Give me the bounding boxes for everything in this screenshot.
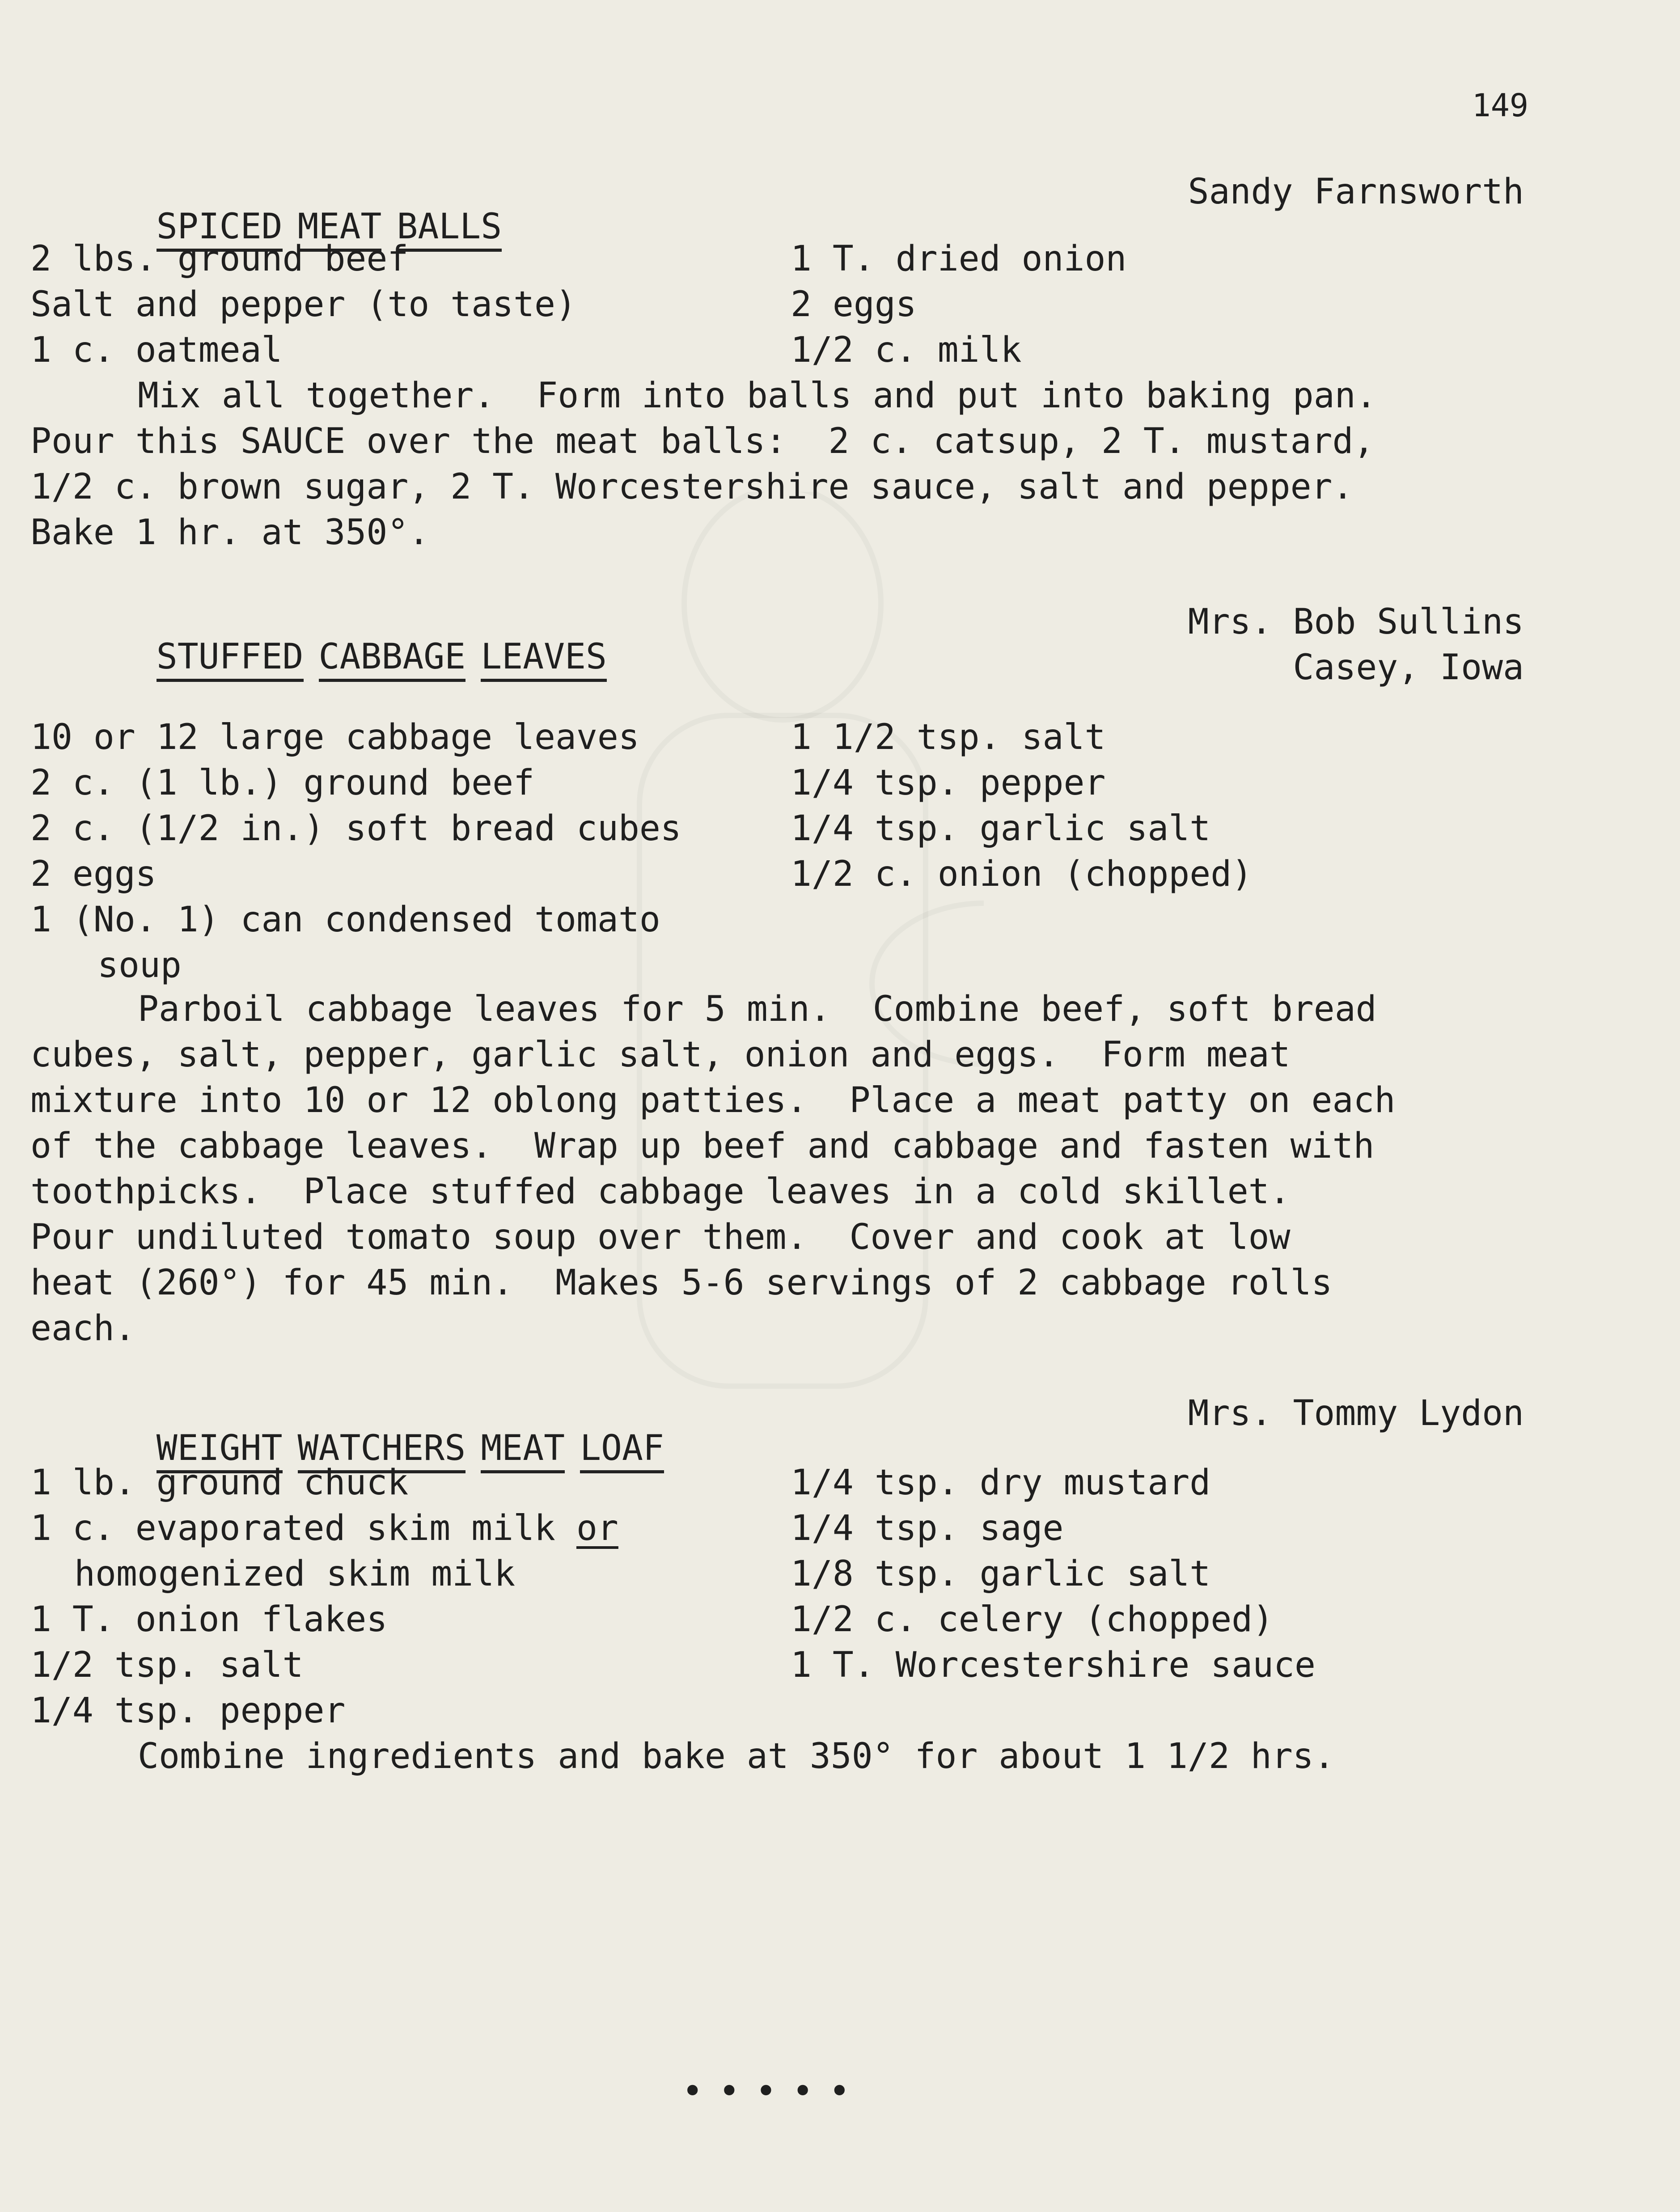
ingredient: 1/2 c. celery (chopped) <box>791 1599 1274 1640</box>
ingredient-text: 1 c. evaporated skim milk <box>30 1508 576 1548</box>
ingredient: 1 c. oatmeal <box>30 330 283 370</box>
contributor-name: Mrs. Tommy Lydon <box>1188 1393 1524 1434</box>
title-word: LEAVES <box>481 639 607 682</box>
ingredient: 1 T. dried onion <box>791 239 1127 279</box>
direction-line: Parboil cabbage leaves for 5 min. Combine beef, soft bread <box>138 989 1377 1029</box>
ingredient: 2 eggs <box>30 854 157 894</box>
direction-line: heat (260°) for 45 min. Makes 5-6 servings of 2 cabbage rolls <box>30 1263 1333 1303</box>
ingredient: 10 or 12 large cabbage leaves <box>30 717 639 757</box>
direction-line: Mix all together. Form into balls and put into baking pan. <box>138 376 1377 416</box>
title-word: MEAT <box>481 1431 565 1473</box>
recipe-weight-watchers-meat-loaf <box>30 1393 1524 1798</box>
direction-line: Combine ingredients and bake at 350° for about 1 1/2 hrs. <box>138 1736 1335 1776</box>
recipe-title <box>30 605 622 717</box>
ingredient: 1/8 tsp. garlic salt <box>791 1554 1211 1594</box>
footer-ornament: ••••• <box>681 2070 866 2112</box>
title-word: STUFFED <box>157 639 304 682</box>
ingredient: 1/2 c. onion (chopped) <box>791 854 1253 894</box>
title-word: BALLS <box>397 209 502 252</box>
ingredient: 1 1/2 tsp. salt <box>791 717 1106 757</box>
ingredient: 1/2 c. milk <box>791 330 1022 370</box>
title-word: WEIGHT <box>157 1431 283 1473</box>
direction-line: Bake 1 hr. at 350°. <box>30 512 430 553</box>
ingredient: 1/4 tsp. garlic salt <box>791 808 1211 849</box>
direction-line: of the cabbage leaves. Wrap up beef and cabbage and fasten with <box>30 1126 1375 1166</box>
ingredient: Salt and pepper (to taste) <box>30 284 576 325</box>
ingredient: 1 lb. ground chuck <box>30 1463 409 1503</box>
direction-line: each. <box>30 1308 135 1349</box>
ingredient: 2 c. (1 lb.) ground beef <box>30 763 535 803</box>
direction-line: 1/2 c. brown sugar, 2 T. Worcestershire sauce, salt and pepper. <box>30 467 1354 507</box>
ingredient-continuation: soup <box>97 945 182 985</box>
ingredient-continuation: homogenized skim milk <box>74 1554 516 1594</box>
title-word: SPICED <box>157 209 283 252</box>
ingredient: 2 lbs. ground beef <box>30 239 409 279</box>
contributor-name: Mrs. Bob Sullins <box>1188 602 1524 642</box>
recipe-spiced-meat-balls <box>30 174 1524 554</box>
ingredient: 1 (No. 1) can condensed tomato <box>30 900 660 940</box>
ingredient: 1/4 tsp. sage <box>791 1508 1064 1548</box>
ingredient <box>30 1508 618 1548</box>
ingredient: 2 c. (1/2 in.) soft bread cubes <box>30 808 681 849</box>
page-number: 149 <box>1472 87 1528 124</box>
ingredient: 2 eggs <box>791 284 917 325</box>
contributor-location: Casey, Iowa <box>1293 647 1524 688</box>
recipe-stuffed-cabbage-leaves <box>30 602 1524 1365</box>
ingredient: 1/2 tsp. salt <box>30 1645 304 1685</box>
direction-line: Pour this SAUCE over the meat balls: 2 c. catsup, 2 T. mustard, <box>30 421 1375 461</box>
contributor-name: Sandy Farnsworth <box>1188 172 1524 212</box>
direction-line: toothpicks. Place stuffed cabbage leaves in a cold skillet. <box>30 1172 1291 1212</box>
title-word: CABBAGE <box>319 639 466 682</box>
title-word: WATCHERS <box>298 1431 466 1473</box>
ingredient: 1/4 tsp. pepper <box>791 763 1106 803</box>
direction-line: mixture into 10 or 12 oblong patties. Place a meat patty on each <box>30 1080 1396 1121</box>
title-word: MEAT <box>298 209 382 252</box>
title-word: LOAF <box>580 1431 664 1473</box>
ingredient: 1/4 tsp. dry mustard <box>791 1463 1211 1503</box>
ingredient: 1 T. Worcestershire sauce <box>791 1645 1316 1685</box>
ingredient: 1/4 tsp. pepper <box>30 1691 346 1731</box>
direction-line: cubes, salt, pepper, garlic salt, onion and eggs. Form meat <box>30 1035 1291 1075</box>
direction-line: Pour undiluted tomato soup over them. Cover and cook at low <box>30 1217 1291 1257</box>
or-emphasis: or <box>576 1508 618 1548</box>
ingredient: 1 T. onion flakes <box>30 1599 388 1640</box>
